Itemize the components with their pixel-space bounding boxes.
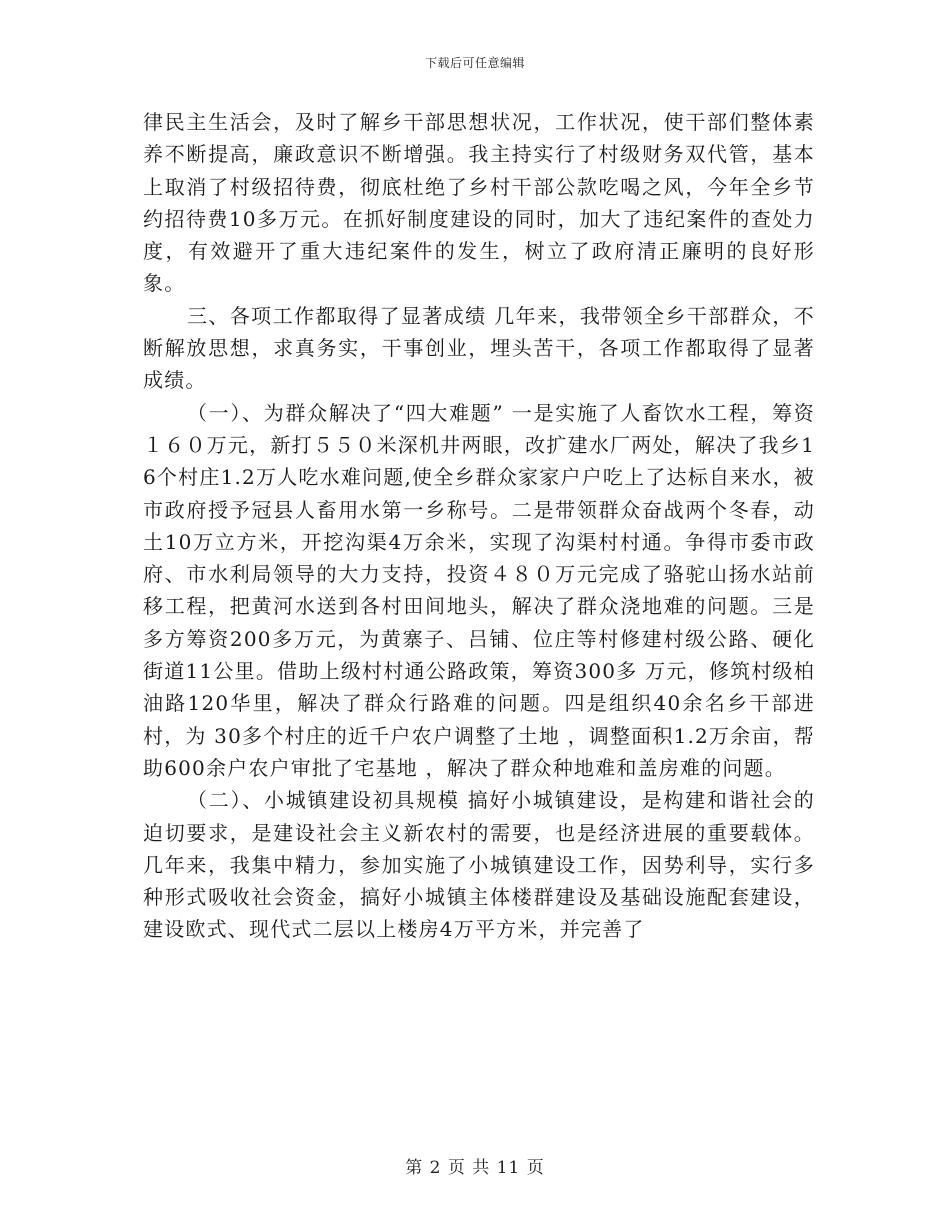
- document-body: [143, 106, 815, 946]
- paragraph-1: 律民主生活会，及时了解乡干部思想状况，工作状况，使干部们整体素养不断提高，廉政意识不断增强。我主持实行了村级财务双代管，基本上取消了村级招待费，彻底杜绝了乡村干部公款吃喝之风，今年全乡节约招待费10多万元。在抓好制度建设的同时，加大了违纪案件的查处力度，有效避开了重大违纪案件的发生，树立了政府清正廉明的良好形象。: [143, 110, 815, 296]
- paragraph-4: （二）、小城镇建设初具规模 搞好小城镇建设，是构建和谐社会的迫切要求，是建设社会主义新农村的需要，也是经济进展的重要载体。几年来，我集中精力，参加实施了小城镇建设工作，因势利导，实行多种形式吸收社会资金，搞好小城镇主体楼群建设及基础设施配套建设，建设欧式、现代式二层以上楼房4万平方米，并完善了: [143, 788, 815, 942]
- page-footer: 第 2 页 共 11 页: [405, 1158, 545, 1178]
- paragraph-3: （一）、为群众解决了“四大难题” 一是实施了人畜饮水工程，筹资１６０万元，新打５５０米深机井两眼，改扩建水厂两处，解决了我乡16个村庄1.2万人吃水难问题,使全乡群众家家户户吃上了达标自来水，被市政府授予冠县人畜用水第一乡称号。二是带领群众奋战两个冬春，动土10万立方米，开挖沟渠4万余米，实现了沟渠村村通。争得市委市政府、市水利局领导的大力支持，投资４８０万元完成了骆驼山扬水站前移工程，把黄河水送到各村田间地头，解决了群众浇地难的问题。三是多方筹资200多万元，为黄寨子、吕铺、位庄等村修建村级公路、硬化街道11公里。借助上级村村通公路政策，筹资300多 万元，修筑村级柏油路120华里，解决了群众行路难的问题。四是组织40余名乡干部进村，为 30多个村庄的近千户农户调整了土地 ，调整面积1.2万余亩，帮助600余户农户审批了宅基地 ，解决了群众种地难和盖房难的问题。: [143, 400, 815, 780]
- paragraph-2: 三、各项工作都取得了显著成绩 几年来，我带领全乡干部群众，不断解放思想，求真务实，干事创业，埋头苦干，各项工作都取得了显著成绩。: [143, 303, 815, 393]
- page-header: 下载后可任意编辑: [424, 56, 525, 70]
